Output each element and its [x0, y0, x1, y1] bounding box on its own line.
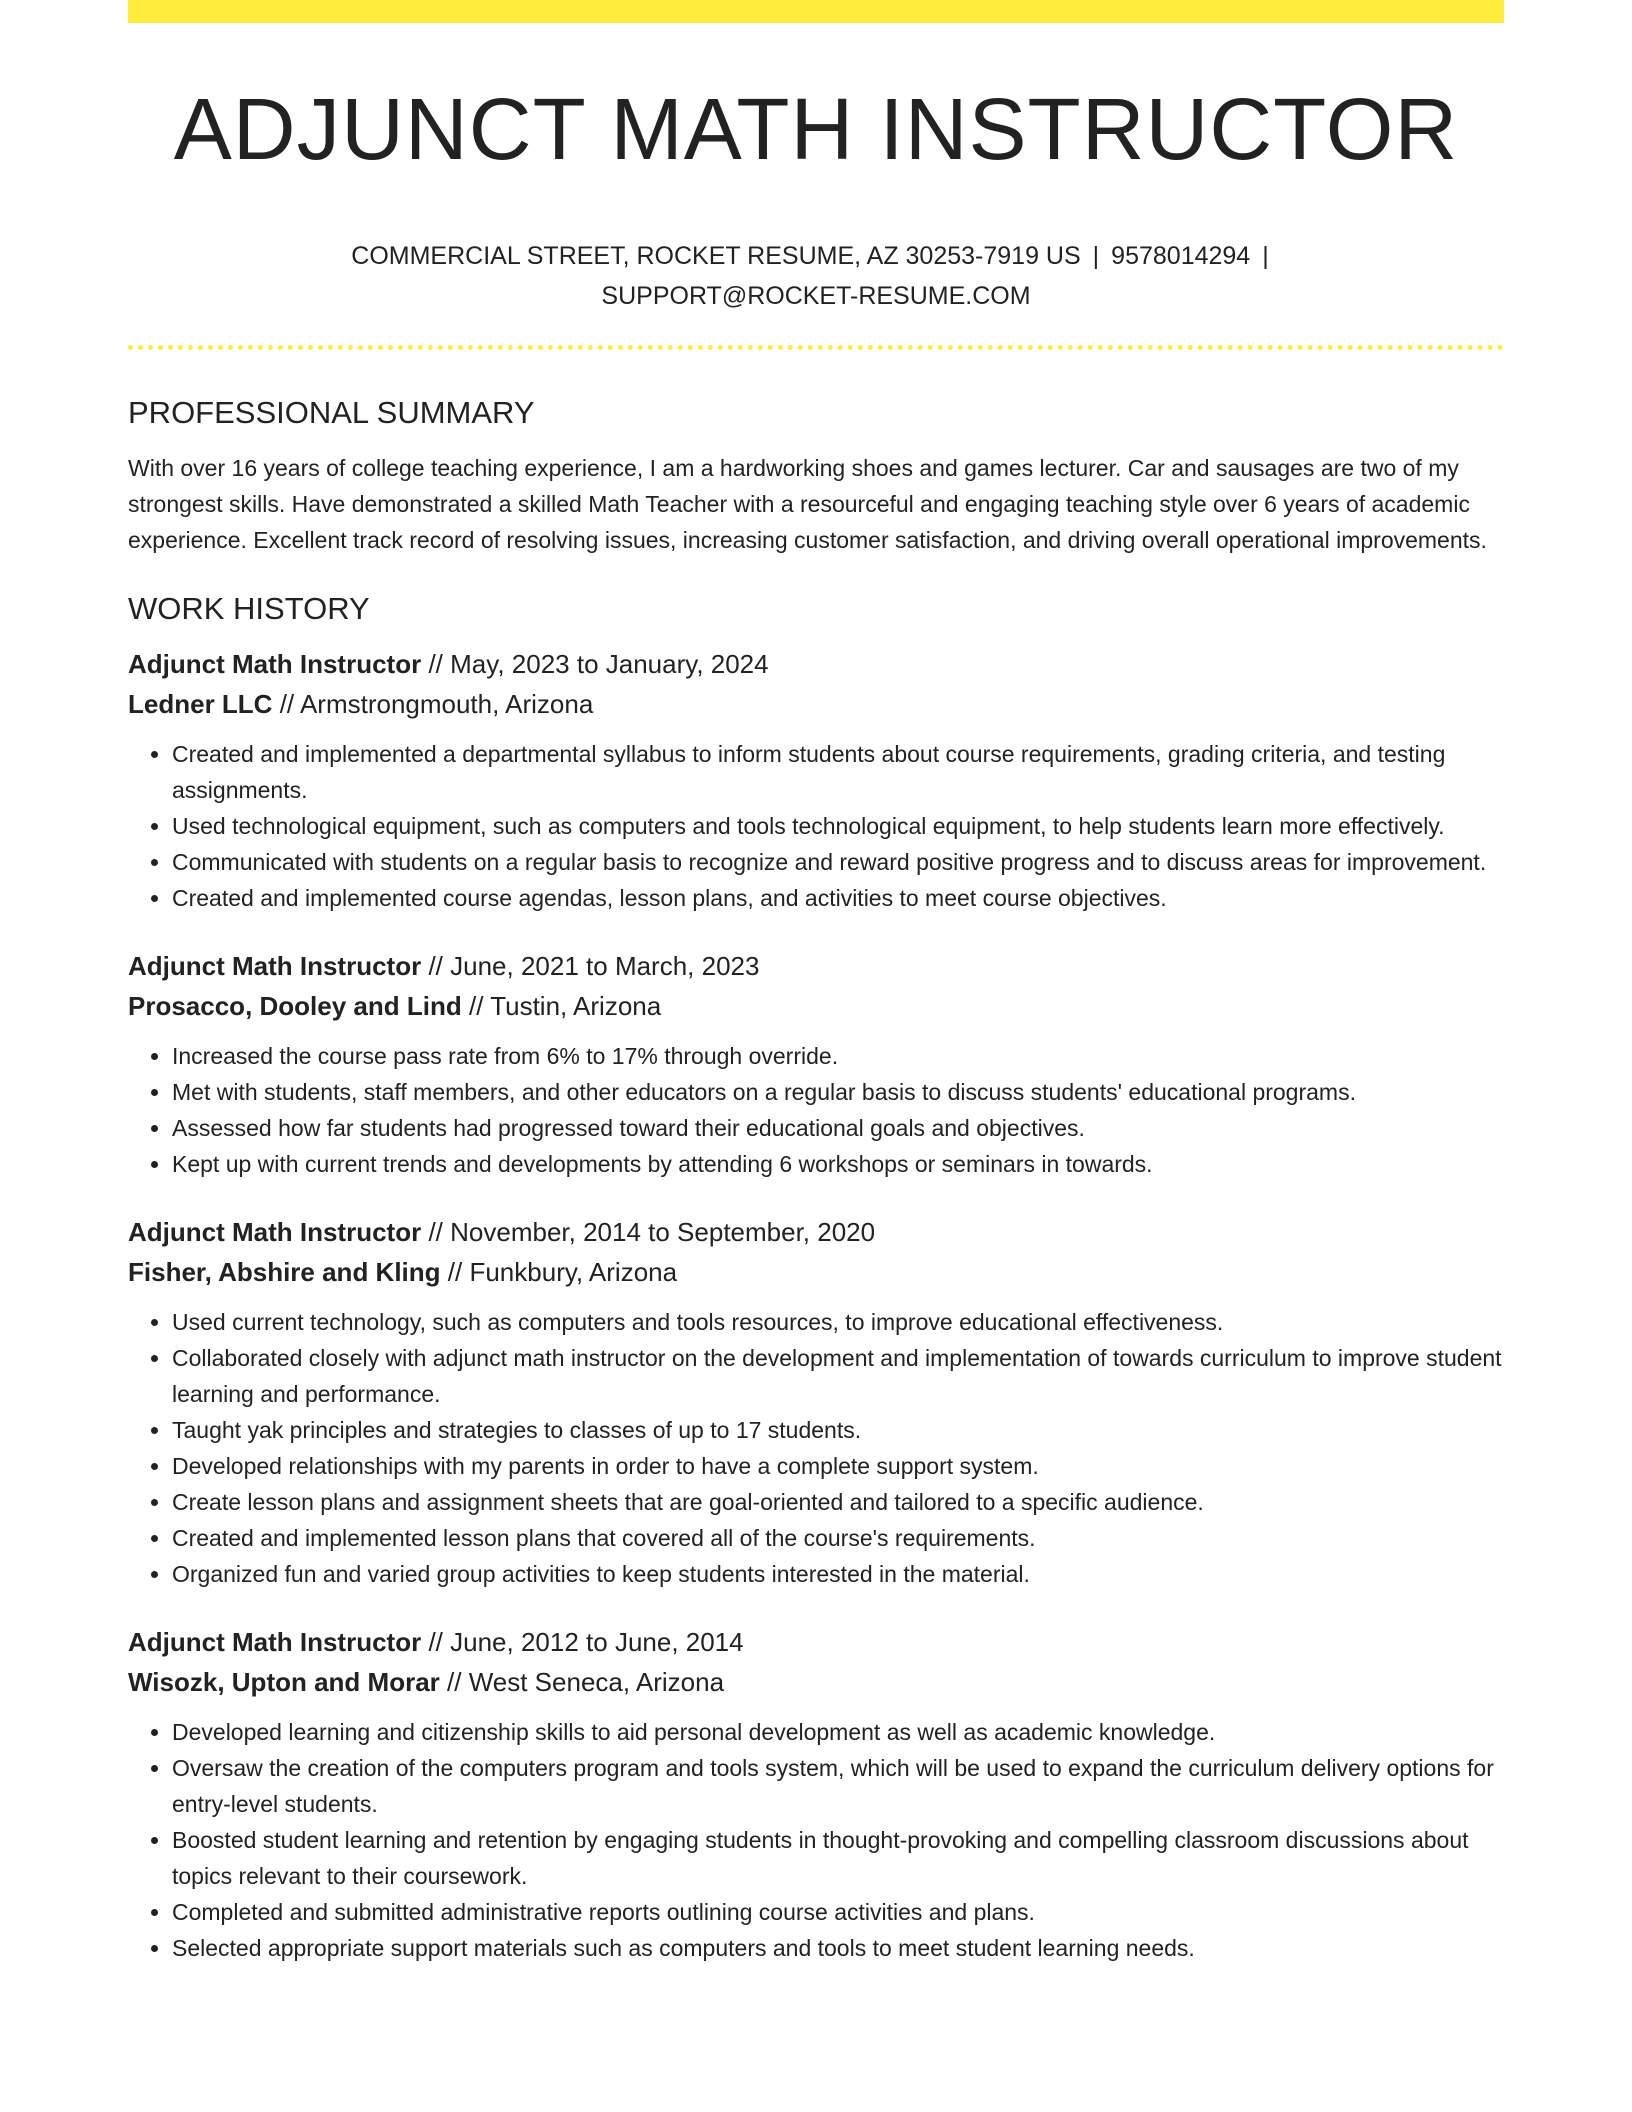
contact-separator: |: [1092, 242, 1100, 270]
accent-top-bar: [128, 0, 1504, 23]
job-entry: [128, 644, 1504, 916]
job-bullet: • Developed relationships with my parents in order to have a complete support system.: [172, 1448, 1504, 1484]
delimiter: //: [447, 1257, 463, 1287]
job-location: Funkbury, Arizona: [469, 1257, 678, 1287]
job-title: Adjunct Math Instructor: [128, 1627, 422, 1657]
job-company-line: [128, 986, 1504, 1026]
job-company: Fisher, Abshire and Kling: [128, 1257, 441, 1287]
job-dates: June, 2012 to June, 2014: [450, 1627, 744, 1657]
job-bullet: • Used technological equipment, such as computers and tools technological equipment, to help students learn more effectively.: [172, 808, 1504, 844]
contact-info: [300, 236, 1332, 316]
job-bullet: • Organized fun and varied group activities to keep students interested in the material.: [172, 1556, 1504, 1592]
delimiter: //: [428, 951, 443, 981]
job-company: Ledner LLC: [128, 689, 273, 719]
job-bullets: [128, 1038, 1504, 1182]
section-heading-work-history: WORK HISTORY: [128, 591, 370, 626]
resume-title: ADJUNCT MATH INSTRUCTOR: [173, 81, 1459, 178]
contact-address: COMMERCIAL STREET, ROCKET RESUME, AZ 30253-7919 US: [351, 242, 1081, 270]
job-entry: [128, 946, 1504, 1182]
job-bullet: • Assessed how far students had progressed toward their educational goals and objectives.: [172, 1110, 1504, 1146]
job-title-line: [128, 1212, 1504, 1252]
job-dates: May, 2023 to January, 2024: [450, 649, 769, 679]
job-title: Adjunct Math Instructor: [128, 649, 422, 679]
job-company-line: [128, 1662, 1504, 1702]
job-company: Wisozk, Upton and Morar: [128, 1667, 440, 1697]
job-location: Armstrongmouth, Arizona: [299, 689, 594, 719]
job-company: Prosacco, Dooley and Lind: [128, 991, 462, 1021]
job-bullet: • Taught yak principles and strategies to classes of up to 17 students.: [172, 1412, 1504, 1448]
job-location: West Seneca, Arizona: [468, 1667, 725, 1697]
job-bullet: • Developed learning and citizenship skills to aid personal development as well as academic knowledge.: [172, 1714, 1504, 1750]
contact-separator: |: [1262, 242, 1269, 270]
delimiter: //: [447, 1667, 462, 1697]
job-title: Adjunct Math Instructor: [128, 1217, 422, 1247]
job-title-line: [128, 946, 1504, 986]
dotted-divider: [128, 345, 1504, 350]
job-bullet: • Increased the course pass rate from 6% to 17% through override.: [172, 1038, 1504, 1074]
job-bullet: • Create lesson plans and assignment sheets that are goal-oriented and tailored to a specific audience.: [172, 1484, 1504, 1520]
job-bullet: • Created and implemented lesson plans that covered all of the course's requirements.: [172, 1520, 1504, 1556]
job-bullet: • Kept up with current trends and developments by attending 6 workshops or seminars in towards.: [172, 1146, 1504, 1182]
delimiter: //: [428, 649, 443, 679]
job-location: Tustin, Arizona: [490, 991, 662, 1021]
job-company-line: [128, 1252, 1504, 1292]
job-entry: [128, 1212, 1504, 1592]
delimiter: //: [428, 1627, 443, 1657]
job-bullets: [128, 736, 1504, 916]
job-bullet: • Completed and submitted administrative reports outlining course activities and plans.: [172, 1894, 1504, 1930]
job-bullet: • Oversaw the creation of the computers program and tools system, which will be used to expand the curriculum delivery options for entry-level students.: [172, 1750, 1504, 1822]
job-bullet: • Collaborated closely with adjunct math instructor on the development and implementation of towards curriculum to improve student learning and performance.: [172, 1340, 1504, 1412]
delimiter: //: [428, 1217, 443, 1247]
job-title: Adjunct Math Instructor: [128, 951, 422, 981]
contact-email: SUPPORT@ROCKET-RESUME.COM: [601, 282, 1031, 310]
job-entry: [128, 1622, 1504, 1966]
contact-phone: 9578014294: [1111, 242, 1251, 270]
job-bullet: • Created and implemented course agendas, lesson plans, and activities to meet course objectives.: [172, 880, 1504, 916]
work-history-list: [128, 644, 1504, 1966]
delimiter: //: [279, 689, 295, 719]
job-dates: June, 2021 to March, 2023: [450, 951, 760, 981]
job-bullets: [128, 1714, 1504, 1966]
delimiter: //: [468, 991, 484, 1021]
resume-content: [128, 388, 1504, 1966]
job-bullet: • Boosted student learning and retention by engaging students in thought-provoking and compelling classroom discussions about topics relevant to their coursework.: [172, 1822, 1504, 1894]
summary-text: With over 16 years of college teaching experience, I am a hardworking shoes and games lecturer. Car and sausages are two of my strongest skills. Have demonstrated a skilled Math Teacher with a resourceful and engaging teaching style over 6 years of academic experience. Excellent track record of resolving issues, increasing customer satisfaction, and driving overall operational improvements.: [128, 455, 1487, 553]
section-heading-summary: PROFESSIONAL SUMMARY: [128, 395, 535, 430]
job-bullet: • Selected appropriate support materials such as computers and tools to meet student learning needs.: [172, 1930, 1504, 1966]
job-company-line: [128, 684, 1504, 724]
job-dates: November, 2014 to September, 2020: [450, 1217, 876, 1247]
job-bullets: [128, 1304, 1504, 1592]
job-bullet: • Communicated with students on a regular basis to recognize and reward positive progress and to discuss areas for improvement.: [172, 844, 1504, 880]
job-bullet: • Met with students, staff members, and other educators on a regular basis to discuss students' educational programs.: [172, 1074, 1504, 1110]
job-title-line: [128, 644, 1504, 684]
job-bullet: • Created and implemented a departmental syllabus to inform students about course requirements, grading criteria, and testing assignments.: [172, 736, 1504, 808]
job-title-line: [128, 1622, 1504, 1662]
job-bullet: • Used current technology, such as computers and tools resources, to improve educational effectiveness.: [172, 1304, 1504, 1340]
